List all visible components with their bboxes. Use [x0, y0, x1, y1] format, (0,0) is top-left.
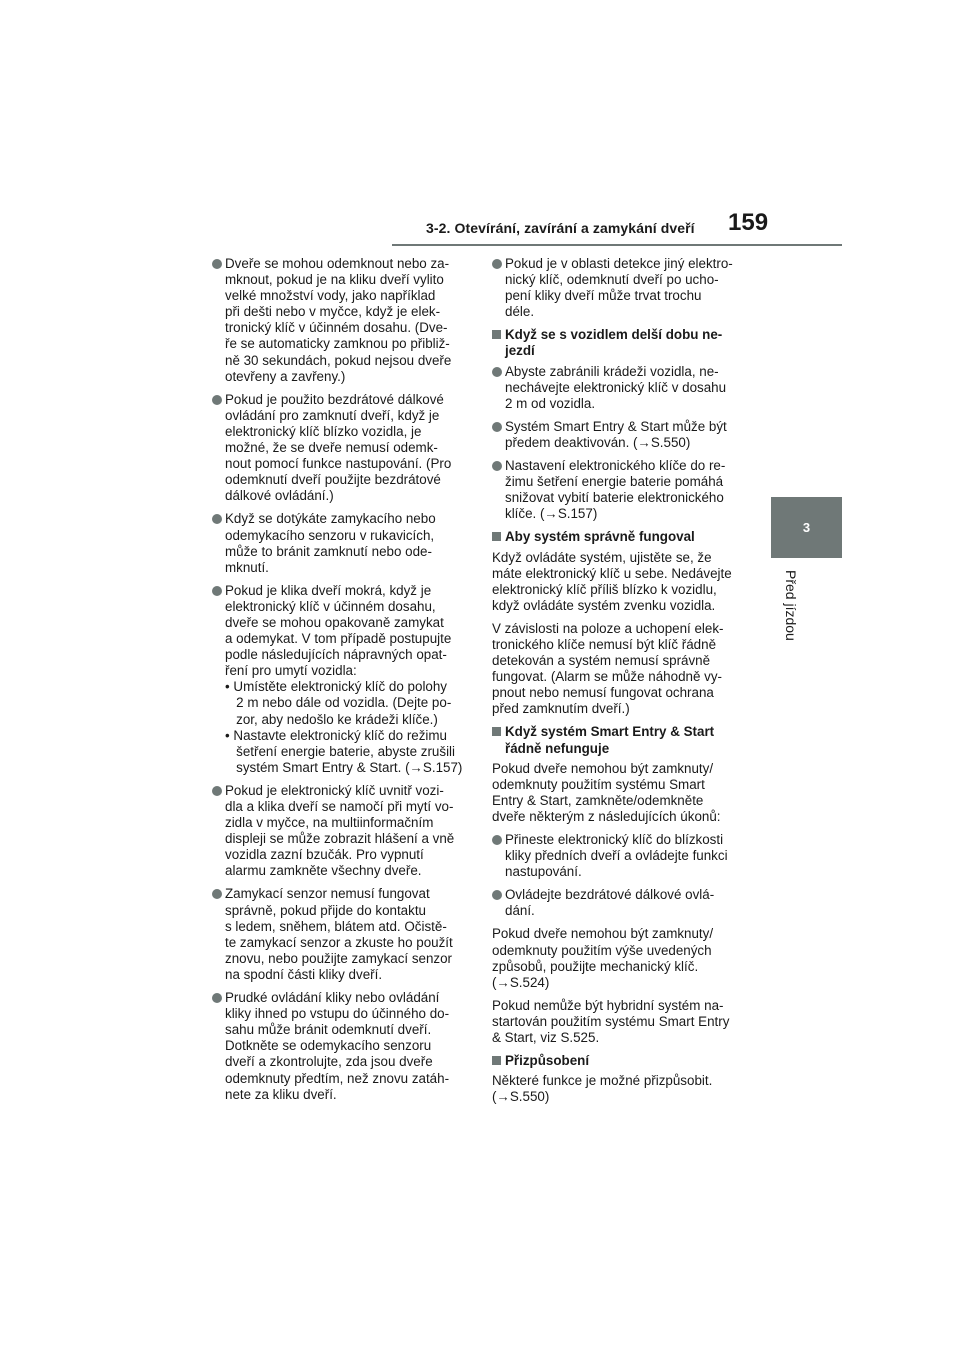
text-line: fungovat. (Alarm se může náhodně vy-: [492, 669, 722, 685]
text-line: dálkové ovládání.): [225, 488, 334, 504]
text-line: nastupování.: [505, 864, 582, 880]
text-line: mknout, pokud je na kliku dveří vylito: [225, 272, 444, 288]
bullet-item: [492, 458, 754, 522]
text-line: když ovládáte systém zvenku vozidla.: [492, 597, 716, 613]
text-line: způsobů, použijte mechanický klíč.: [492, 958, 699, 974]
text-line: nický klíč, odemknutí dveří po ucho-: [505, 272, 719, 288]
text-line: zidla v myčce, na multiinformačním: [225, 815, 434, 831]
bullet-item: [212, 783, 467, 880]
paragraph: [492, 761, 754, 825]
text-line: elektronický klíč příliš blízko k vozidlu,: [492, 581, 717, 597]
text-line: a odemykat. V tom případě postupujte: [225, 631, 452, 647]
text-line: klíče. (→S.157): [505, 506, 598, 522]
bullet-item: [212, 886, 467, 983]
text-line: řádně nefunguje: [505, 740, 610, 756]
text-line: předem deaktivován. (→S.550): [505, 434, 691, 450]
text-line: správně, pokud přijde do kontaktu: [225, 902, 426, 918]
left-column: [212, 256, 467, 1110]
text-line: Abyste zabránili krádeži vozidla, ne-: [505, 363, 719, 379]
text-line: ně 30 sekundách, pokud nejsou dveře: [225, 352, 452, 368]
header-divider: [392, 244, 842, 246]
text-line: před zamknutím dveří.): [492, 701, 630, 717]
text-line: Pokud je klika dveří mokrá, když je: [225, 582, 432, 598]
text-line: nechávejte elektronický klíč v dosahu: [505, 379, 727, 395]
bullet-item: [492, 887, 754, 919]
text-line: odemykacího senzoru v rukavicích,: [225, 527, 435, 543]
text-line: startován použitím systému Smart Entry: [492, 1013, 730, 1029]
paragraph: [492, 1073, 754, 1105]
text-line: jezdí: [505, 343, 535, 359]
text-line: systém Smart Entry & Start. (→S.157): [225, 759, 463, 775]
text-line: ření pro umytí vozidla:: [225, 663, 357, 679]
text-line: (→S.524): [492, 974, 550, 990]
text-line: elektronický klíč v účinném dosahu,: [225, 598, 436, 614]
text-line: pení kliky dveří může trvat trochu: [505, 288, 702, 304]
text-line: nout pomocí funkce nastupování. (Pro: [225, 456, 452, 472]
text-line: vozidla zazní bzučák. Pro vypnutí: [225, 847, 424, 863]
text-line: Některé funkce je možné přizpůsobit.: [492, 1073, 713, 1089]
text-line: dveře se mohou opakovaně zamykat: [225, 614, 444, 630]
right-column: [492, 256, 754, 1112]
text-line: • Nastavte elektronický klíč do režimu: [225, 727, 447, 743]
text-line: odemknuty použitím výše uvedených: [492, 942, 712, 958]
text-line: Pokud dveře nemohou být zamknuty/: [492, 760, 714, 776]
paragraph: [492, 926, 754, 990]
text-line: otevřeny a zavřeny.): [225, 368, 346, 384]
bullet-item: [492, 364, 754, 412]
chapter-tab: [771, 497, 842, 558]
section-heading: [492, 1053, 754, 1069]
text-line: tronický klíč v účinném dosahu. (Dve-: [225, 320, 448, 336]
text-line: šetření energie baterie, abyste zrušili: [225, 743, 455, 759]
text-line: Prudké ovládání kliky nebo ovládání: [225, 990, 440, 1006]
text-line: Nastavení elektronického klíče do re-: [505, 458, 726, 474]
text-line: odemknutí dveří použijte bezdrátové: [225, 472, 441, 488]
text-line: Přizpůsobení: [505, 1053, 590, 1069]
text-line: te zamykací senzor a zkuste ho použít: [225, 934, 453, 950]
text-line: znovu, nebo použijte zamykací senzor: [225, 950, 453, 966]
paragraph: [492, 998, 754, 1046]
text-line: Dveře se mohou odemknout nebo za-: [225, 256, 450, 271]
text-line: žimu šetření energie baterie pomáhá: [505, 474, 724, 490]
text-line: displeji se může zobrazit hlášení a vně: [225, 831, 455, 847]
text-line: 2 m nebo dále od vozidla. (Dejte po-: [225, 695, 452, 711]
bullet-item: [212, 511, 467, 575]
text-line: odemknuty použitím systému Smart: [492, 776, 705, 792]
bullet-item: [492, 832, 754, 880]
text-line: Pokud dveře nemohou být zamknuty/: [492, 926, 714, 942]
text-line: Když se s vozidlem delší dobu ne-: [505, 327, 723, 343]
text-line: • Umístěte elektronický klíč do polohy: [225, 679, 448, 695]
text-line: Pokud je elektronický klíč uvnitř vozi-: [225, 782, 444, 798]
bullet-item: [492, 256, 754, 320]
text-line: při dešti nebo v myčce, když je elek-: [225, 304, 441, 320]
text-line: snižovat vybití baterie elektronického: [505, 490, 724, 506]
text-line: Když systém Smart Entry & Start: [505, 724, 715, 740]
bullet-item: [212, 583, 467, 776]
text-line: Aby systém správně fungoval: [505, 529, 695, 545]
text-line: 2 m od vozidla.: [505, 395, 596, 411]
text-line: ře se automaticky zamknou po přibliž-: [225, 336, 450, 352]
text-line: odemknuty předtím, než znovu zatáh-: [225, 1070, 450, 1086]
text-line: může to bránit zamknutí nebo ode-: [225, 543, 432, 559]
text-line: s ledem, sněhem, blátem atd. Očistě-: [225, 918, 447, 934]
text-line: V závislosti na poloze a uchopení elek-: [492, 620, 724, 636]
text-line: Dotkněte se odemykacího senzoru: [225, 1038, 432, 1054]
text-line: na spodní části kliky dveří.: [225, 966, 383, 982]
chapter-number: 3: [802, 520, 811, 535]
text-line: kliky ihned po vstupu do účinného do-: [225, 1006, 450, 1022]
text-line: Když ovládáte systém, ujistěte se, že: [492, 549, 712, 565]
bullet-item: [212, 392, 467, 505]
text-line: nete za kliku dveří.: [225, 1086, 337, 1102]
text-line: Systém Smart Entry & Start může být: [505, 418, 727, 434]
text-line: zor, aby nedošlo ke krádeži klíče.): [225, 711, 438, 727]
text-line: mknutí.: [225, 559, 269, 575]
text-line: sahu může bránit odemknutí dveří.: [225, 1022, 432, 1038]
text-line: dání.: [505, 903, 535, 919]
text-line: pnout nebo nemusí fungovat ochrana: [492, 685, 714, 701]
text-line: kliky předních dveří a ovládejte funkci: [505, 848, 728, 864]
text-line: tronického klíče nemusí být klíč řádně: [492, 636, 717, 652]
text-line: elektronický klíč blízko vozidla, je: [225, 423, 422, 439]
text-line: podle následujících nápravných opat-: [225, 647, 447, 663]
text-line: ovládání pro zamknutí dveří, když je: [225, 407, 440, 423]
text-line: Zamykací senzor nemusí fungovat: [225, 886, 430, 902]
text-line: & Start, viz S.525.: [492, 1030, 600, 1046]
section-heading: [492, 529, 754, 545]
text-line: alarmu zamkněte všechny dveře.: [225, 863, 422, 879]
text-line: Pokud je v oblasti detekce jiný elektro-: [505, 256, 733, 271]
text-line: dveří a zkontrolujte, zda jsou dveře: [225, 1054, 433, 1070]
paragraph: [492, 621, 754, 718]
text-line: Entry & Start, zamkněte/odemkněte: [492, 792, 704, 808]
text-line: Když se dotýkáte zamykacího nebo: [225, 511, 436, 527]
section-title: 3-2. Otevírání, zavírání a zamykání dveří: [426, 220, 695, 236]
paragraph: [492, 550, 754, 614]
page-number: 159: [728, 209, 769, 236]
text-line: dla a klika dveří se namočí při mytí vo-: [225, 799, 454, 814]
text-line: déle.: [505, 304, 535, 320]
text-line: dveře některým z následujících úkonů:: [492, 808, 721, 824]
bullet-item: [212, 990, 467, 1103]
bullet-item: [492, 419, 754, 451]
text-line: (→S.550): [492, 1089, 550, 1105]
text-line: detekován a systém nemusí správně: [492, 653, 711, 669]
text-line: máte elektronický klíč u sebe. Nedávejte: [492, 565, 732, 581]
text-line: Pokud je použito bezdrátové dálkové: [225, 391, 444, 407]
section-heading: [492, 327, 754, 359]
text-line: Přineste elektronický klíč do blízkosti: [505, 832, 724, 847]
chapter-title: Před jízdou: [783, 570, 799, 641]
text-line: Ovládejte bezdrátové dálkové ovlá-: [505, 887, 715, 903]
section-heading: [492, 724, 754, 756]
text-line: možné, že se dveře nemusí odemk-: [225, 440, 438, 456]
text-line: velké množství vody, jako například: [225, 288, 436, 304]
bullet-item: [212, 256, 467, 385]
text-line: Pokud nemůže být hybridní systém na-: [492, 997, 724, 1013]
